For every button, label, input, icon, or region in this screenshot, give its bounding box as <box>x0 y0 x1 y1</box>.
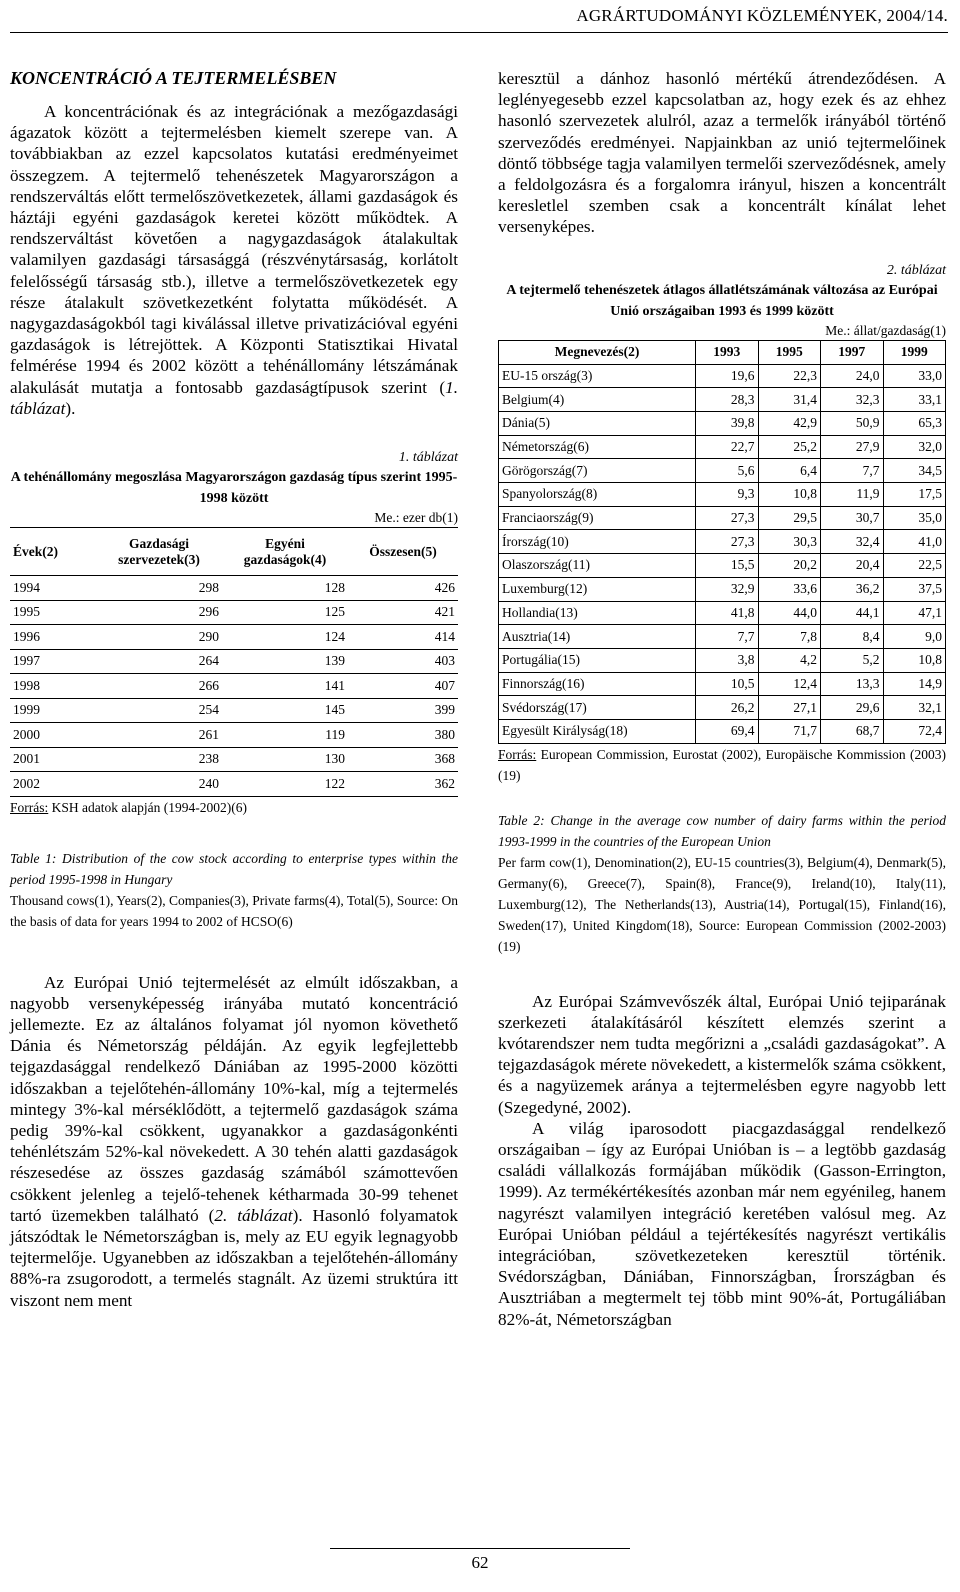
table-cell: 27,9 <box>821 435 884 459</box>
table-cell: 8,4 <box>821 625 884 649</box>
table-row <box>10 772 458 796</box>
right-column <box>498 68 946 1330</box>
table-row <box>10 698 458 723</box>
table-row <box>499 601 946 625</box>
table-row <box>499 530 946 554</box>
table-cell: Írország(10) <box>499 530 696 554</box>
table-cell: 266 <box>96 674 222 699</box>
table-cell: 1995 <box>10 600 96 625</box>
table-row <box>499 412 946 436</box>
table-row <box>499 459 946 483</box>
table-cell: 72,4 <box>883 719 946 743</box>
table-row <box>499 672 946 696</box>
table-cell: 298 <box>96 576 222 601</box>
table-row <box>499 696 946 720</box>
table-row <box>10 576 458 601</box>
table-cell: 15,5 <box>696 554 759 578</box>
table-cell: 33,6 <box>758 577 821 601</box>
paragraph-continued: keresztül a dánhoz hasonló mértékű átrendeződésen. A leglényegesebb ezzel kapcsolatban az, hogy ezek és az ehhez hasonló szervezetek alulról, azaz a termelők irányából történő szerveződés eredményei. Napjainkban az unió tejtermelőinek döntő többsége tagja valamilyen termelői szerveződésnek, amely a feldolgozásra és a forgalomra irányul, hiszen a koncentrált keresletlel szemben csak a koncentrált kínálat lehet versenyképes. <box>498 69 946 237</box>
table-cell: 19,6 <box>696 364 759 388</box>
table-row <box>499 364 946 388</box>
table-cell: 264 <box>96 649 222 674</box>
table2-legend-en: Per farm cow(1), Denomination(2), EU-15 countries(3), Belgium(4), Denmark(5), Germany(6), Greece(7), Spain(8), France(9), Ireland(10), Italy(11), Luxemburg(12), The Netherlands(13), Austria(14), Portugal(15), Finland(16), Sweden(17), United Kingdom(18), Source: European Commission (2002-2003)(19) <box>498 854 946 954</box>
table1-source: Forrás: KSH adatok alapján (1994-2002)(6) <box>10 796 458 818</box>
table-cell: 10,5 <box>696 672 759 696</box>
table-cell: 7,7 <box>821 459 884 483</box>
table1-header-years: Évek(2) <box>10 528 96 576</box>
table-row <box>499 435 946 459</box>
table-cell: 421 <box>348 600 458 625</box>
table-cell: 32,4 <box>821 530 884 554</box>
table-cell: 37,5 <box>883 577 946 601</box>
table-cell: Portugália(15) <box>499 648 696 672</box>
table-cell: 22,3 <box>758 364 821 388</box>
table-cell: 407 <box>348 674 458 699</box>
table-cell: EU-15 ország(3) <box>499 364 696 388</box>
table-cell: 33,0 <box>883 364 946 388</box>
table-cell: 24,0 <box>821 364 884 388</box>
table-cell: 130 <box>222 747 348 772</box>
table1-number: 1. táblázat <box>398 450 458 466</box>
table-row <box>10 723 458 748</box>
table-cell: 22,5 <box>883 554 946 578</box>
table1-caption-en: Table 1: Distribution of the cow stock according to enterprise types within the period 1995-1998 in Hungary <box>10 850 458 887</box>
table-row <box>499 577 946 601</box>
table-cell: 238 <box>96 747 222 772</box>
table-row <box>10 600 458 625</box>
table-cell: 44,0 <box>758 601 821 625</box>
table-cell: 27,1 <box>758 696 821 720</box>
table-cell: 34,5 <box>883 459 946 483</box>
table-cell: 32,1 <box>883 696 946 720</box>
table-cell: Belgium(4) <box>499 388 696 412</box>
table2-header-row <box>499 340 946 364</box>
table-cell: 6,4 <box>758 459 821 483</box>
header-rule <box>10 32 948 33</box>
table-cell: 10,8 <box>758 483 821 507</box>
table-cell: 122 <box>222 772 348 796</box>
table-cell: 32,0 <box>883 435 946 459</box>
table2-header-1993: 1993 <box>696 340 759 364</box>
table-cell: 31,4 <box>758 388 821 412</box>
table-cell: 41,8 <box>696 601 759 625</box>
table-cell: 11,9 <box>821 483 884 507</box>
table-cell: 414 <box>348 625 458 650</box>
table-cell: Olaszország(11) <box>499 554 696 578</box>
paragraph-eu: Az Európai Unió tejtermelését az elmúlt időszakban, a nagyobb versenyképesség irányába mutató koncentráció jellemezte. Ez az általános folyamat jól nyomon követhető Dánia és Németország példáján. Az egyik legfejlettebb tejgazdasággal rendelkező Dániában az 1995-2000 közötti időszakban a tejelőtehén-állomány 10%-kal, míg a tejtermelés mintegy 3%-kal mérséklődött, a tejtermelő gazdaságok száma pedig 39%-kal csökkent, ugyanakkor a gazdaságonkénti tehénlétszám 52%-kal növekedett. A 30 tehén alatti gazdaságok részesedése az összes gazdaság számából számottevően csökkent jelenleg a tejelő-tehenek kétharmada 30-99 tehenet tartó üzemekben található (2. táblázat). Hasonló folyamatok játszódtak le Németországban is, mely az EU egyik legnagyobb tejtermelője. Ugyanebben az időszakban a tejelőtehén-állomány 88%-ra zsugorodott, a termelés stagnált. Az üzemi struktúra itt viszont nem ment <box>10 972 458 1310</box>
footer-rule <box>330 1548 630 1549</box>
table-row <box>499 506 946 530</box>
table-cell: 14,9 <box>883 672 946 696</box>
table-row <box>499 483 946 507</box>
table-cell: 380 <box>348 723 458 748</box>
table-row <box>10 649 458 674</box>
table-cell: Spanyolország(8) <box>499 483 696 507</box>
table-cell: 29,6 <box>821 696 884 720</box>
table-cell: 1996 <box>10 625 96 650</box>
running-head: AGRÁRTUDOMÁNYI KÖZLEMÉNYEK, 2004/14. <box>576 6 948 25</box>
table-cell: 426 <box>348 576 458 601</box>
table-cell: 12,4 <box>758 672 821 696</box>
table-cell: 27,3 <box>696 506 759 530</box>
table-cell: 20,2 <box>758 554 821 578</box>
table-cell: 5,2 <box>821 648 884 672</box>
table-cell: 141 <box>222 674 348 699</box>
table-cell: 44,1 <box>821 601 884 625</box>
table-row <box>499 554 946 578</box>
table-cell: 145 <box>222 698 348 723</box>
table-cell: Dánia(5) <box>499 412 696 436</box>
table-cell: Görögország(7) <box>499 459 696 483</box>
table-cell: 1999 <box>10 698 96 723</box>
table-row <box>10 747 458 772</box>
table-cell: 1997 <box>10 649 96 674</box>
table-cell: 17,5 <box>883 483 946 507</box>
table-row <box>499 648 946 672</box>
table-cell: 25,2 <box>758 435 821 459</box>
table-cell: 1998 <box>10 674 96 699</box>
table-cell: 30,7 <box>821 506 884 530</box>
table-cell: 119 <box>222 723 348 748</box>
table2-reference: 2. táblázat <box>214 1205 293 1225</box>
table-cell: 9,3 <box>696 483 759 507</box>
table-cell: 68,7 <box>821 719 884 743</box>
table-cell: 42,9 <box>758 412 821 436</box>
table-row <box>10 674 458 699</box>
table2-header-1999: 1999 <box>883 340 946 364</box>
table-row <box>499 719 946 743</box>
table-cell: 28,3 <box>696 388 759 412</box>
table-cell: 125 <box>222 600 348 625</box>
table1-unit: Me.: ezer db(1) <box>374 510 458 526</box>
table-cell: 3,8 <box>696 648 759 672</box>
table-row <box>10 625 458 650</box>
table-cell: 124 <box>222 625 348 650</box>
table-cell: Hollandia(13) <box>499 601 696 625</box>
table-cell: 39,8 <box>696 412 759 436</box>
table-cell: 290 <box>96 625 222 650</box>
table2-number: 2. táblázat <box>886 262 946 278</box>
table-cell: 2001 <box>10 747 96 772</box>
table2-title: A tejtermelő tehenészetek átlagos állatlétszámának változása az Európai Unió országaiban 1993 és 1999 között <box>506 282 938 319</box>
table1-header-row <box>10 528 458 576</box>
table-cell: 9,0 <box>883 625 946 649</box>
table-cell: 7,8 <box>758 625 821 649</box>
table-cell: 296 <box>96 600 222 625</box>
table-cell: 4,2 <box>758 648 821 672</box>
table1-header-total: Összesen(5) <box>348 528 458 576</box>
table1-title: A tehénállomány megoszlása Magyarországon gazdaság típus szerint 1995-1998 között <box>10 470 458 507</box>
table-cell: Ausztria(14) <box>499 625 696 649</box>
table-cell: Franciaország(9) <box>499 506 696 530</box>
table-cell: 10,8 <box>883 648 946 672</box>
table2-caption-en: Table 2: Change in the average cow number of dairy farms within the period 1993-1999 in the countries of the European Union <box>498 812 946 849</box>
table-cell: 33,1 <box>883 388 946 412</box>
table-row <box>499 625 946 649</box>
section-heading: KONCENTRÁCIÓ A TEJTERMELÉSBEN <box>10 68 337 88</box>
table-cell: 32,9 <box>696 577 759 601</box>
table2-unit: Me.: állat/gazdaság(1) <box>825 322 946 338</box>
table-cell: Finnország(16) <box>499 672 696 696</box>
table-cell: 32,3 <box>821 388 884 412</box>
table2-header-1995: 1995 <box>758 340 821 364</box>
table-cell: 7,7 <box>696 625 759 649</box>
table-cell: 368 <box>348 747 458 772</box>
left-column <box>10 68 458 1311</box>
table-cell: 36,2 <box>821 577 884 601</box>
table-cell: 35,0 <box>883 506 946 530</box>
table-cell: 261 <box>96 723 222 748</box>
table-cell: 69,4 <box>696 719 759 743</box>
table1-reference: 1. táblázat <box>10 377 458 418</box>
table2-source: Forrás: European Commission, Eurostat (2002), Europäische Kommission (2003)(19) <box>498 746 946 783</box>
table-cell: 362 <box>348 772 458 796</box>
table-cell: 29,5 <box>758 506 821 530</box>
table-cell: Svédország(17) <box>499 696 696 720</box>
table-cell: 65,3 <box>883 412 946 436</box>
table-cell: 2002 <box>10 772 96 796</box>
table-cell: Németország(6) <box>499 435 696 459</box>
table1-legend-en: Thousand cows(1), Years(2), Companies(3), Private farms(4), Total(5), Source: On the basis of data for years 1994 to 2002 of HCSO(6) <box>10 892 458 929</box>
table-cell: 403 <box>348 649 458 674</box>
paragraph-court-of-auditors: Az Európai Számvevőszék által, Európai Unió tejiparának szerkezeti átalakításáról készített elemzés szerint a kvótarendszer nem tudta megőrizni a „családi gazdaságokat”. A tejgazdaságok mérete növekedett, a kistermelők száma csökkent, és a nagyüzemek aránya a tejtermelésben egyre nagyobb lett (Szegedyné, 2002). <box>498 991 946 1117</box>
page-number: 62 <box>471 1553 489 1572</box>
table-cell: 254 <box>96 698 222 723</box>
table-cell: 128 <box>222 576 348 601</box>
table-cell: 41,0 <box>883 530 946 554</box>
table-cell: 71,7 <box>758 719 821 743</box>
table2-header-1997: 1997 <box>821 340 884 364</box>
table-row <box>499 388 946 412</box>
table-cell: 30,3 <box>758 530 821 554</box>
table1 <box>10 527 458 796</box>
table2-header-denomination: Megnevezés(2) <box>499 340 696 364</box>
table-cell: 22,7 <box>696 435 759 459</box>
table-cell: 20,4 <box>821 554 884 578</box>
table-cell: Luxemburg(12) <box>499 577 696 601</box>
table-cell: 2000 <box>10 723 96 748</box>
table-cell: 5,6 <box>696 459 759 483</box>
table-cell: 26,2 <box>696 696 759 720</box>
table-cell: 13,3 <box>821 672 884 696</box>
table-cell: 139 <box>222 649 348 674</box>
table-cell: 1994 <box>10 576 96 601</box>
table1-header-private: Egyéni gazdaságok(4) <box>222 528 348 576</box>
table2 <box>498 340 946 744</box>
table-cell: Egyesült Királyság(18) <box>499 719 696 743</box>
table-cell: 399 <box>348 698 458 723</box>
table-cell: 240 <box>96 772 222 796</box>
table-cell: 27,3 <box>696 530 759 554</box>
table-cell: 50,9 <box>821 412 884 436</box>
table-cell: 47,1 <box>883 601 946 625</box>
paragraph-intro: A koncentrációnak és az integrációnak a mezőgazdasági ágazatok között a tejtermelésben kiemelt szerepe van. A továbbiakban az ezzel kapcsolatos kutatási eredményeimet összegzem. A tejtermelő tehenészetek Magyarországon a rendszerváltás előtt termelőszövetkezetek, állami gazdaságok és háztáji egyéni gazdaságok keretei között működtek. A rendszerváltást követően a nagygazdaságok átalakultak valamilyen gazdasági társasággá (részvénytársaság, korlátolt felelősségű társaság stb.), illetve a termelőszövetkezetek egy része átalakult szövetkezetként folytatta működését. A nagygazdaságokból tagi kiválással illetve privatizációval egyéni gazdaságok is létrejöttek. A Központi Statisztikai Hivatal felmérése 1994 és 2002 között a tehénállomány létszámának alakulását mutatja a fontosabb gazdaságtípusok szerint (1. táblázat). <box>10 102 458 418</box>
table1-header-companies: Gazdasági szervezetek(3) <box>96 528 222 576</box>
paragraph-family-farms: A világ iparosodott piacgazdasággal rendelkező országaiban – így az Európai Unióban is – a legtöbb gazdaság családi vállalkozás formájában működik (Gasson-Errington, 1999). Az termékértékesítés azonban már nem egyénileg, hanem nagyrészt valamilyen integráció keretében valósul meg. Az Európai Unióban például a tejértékesítés nagyrészt vertikális integrációban, szövetkezeteken keresztül történik. Svédországban, Dániában, Finnországban, Írországban és Ausztriában a megtermelt tej több mint 90%-át, Portugáliában 82%-át, Németországban <box>498 1118 946 1329</box>
